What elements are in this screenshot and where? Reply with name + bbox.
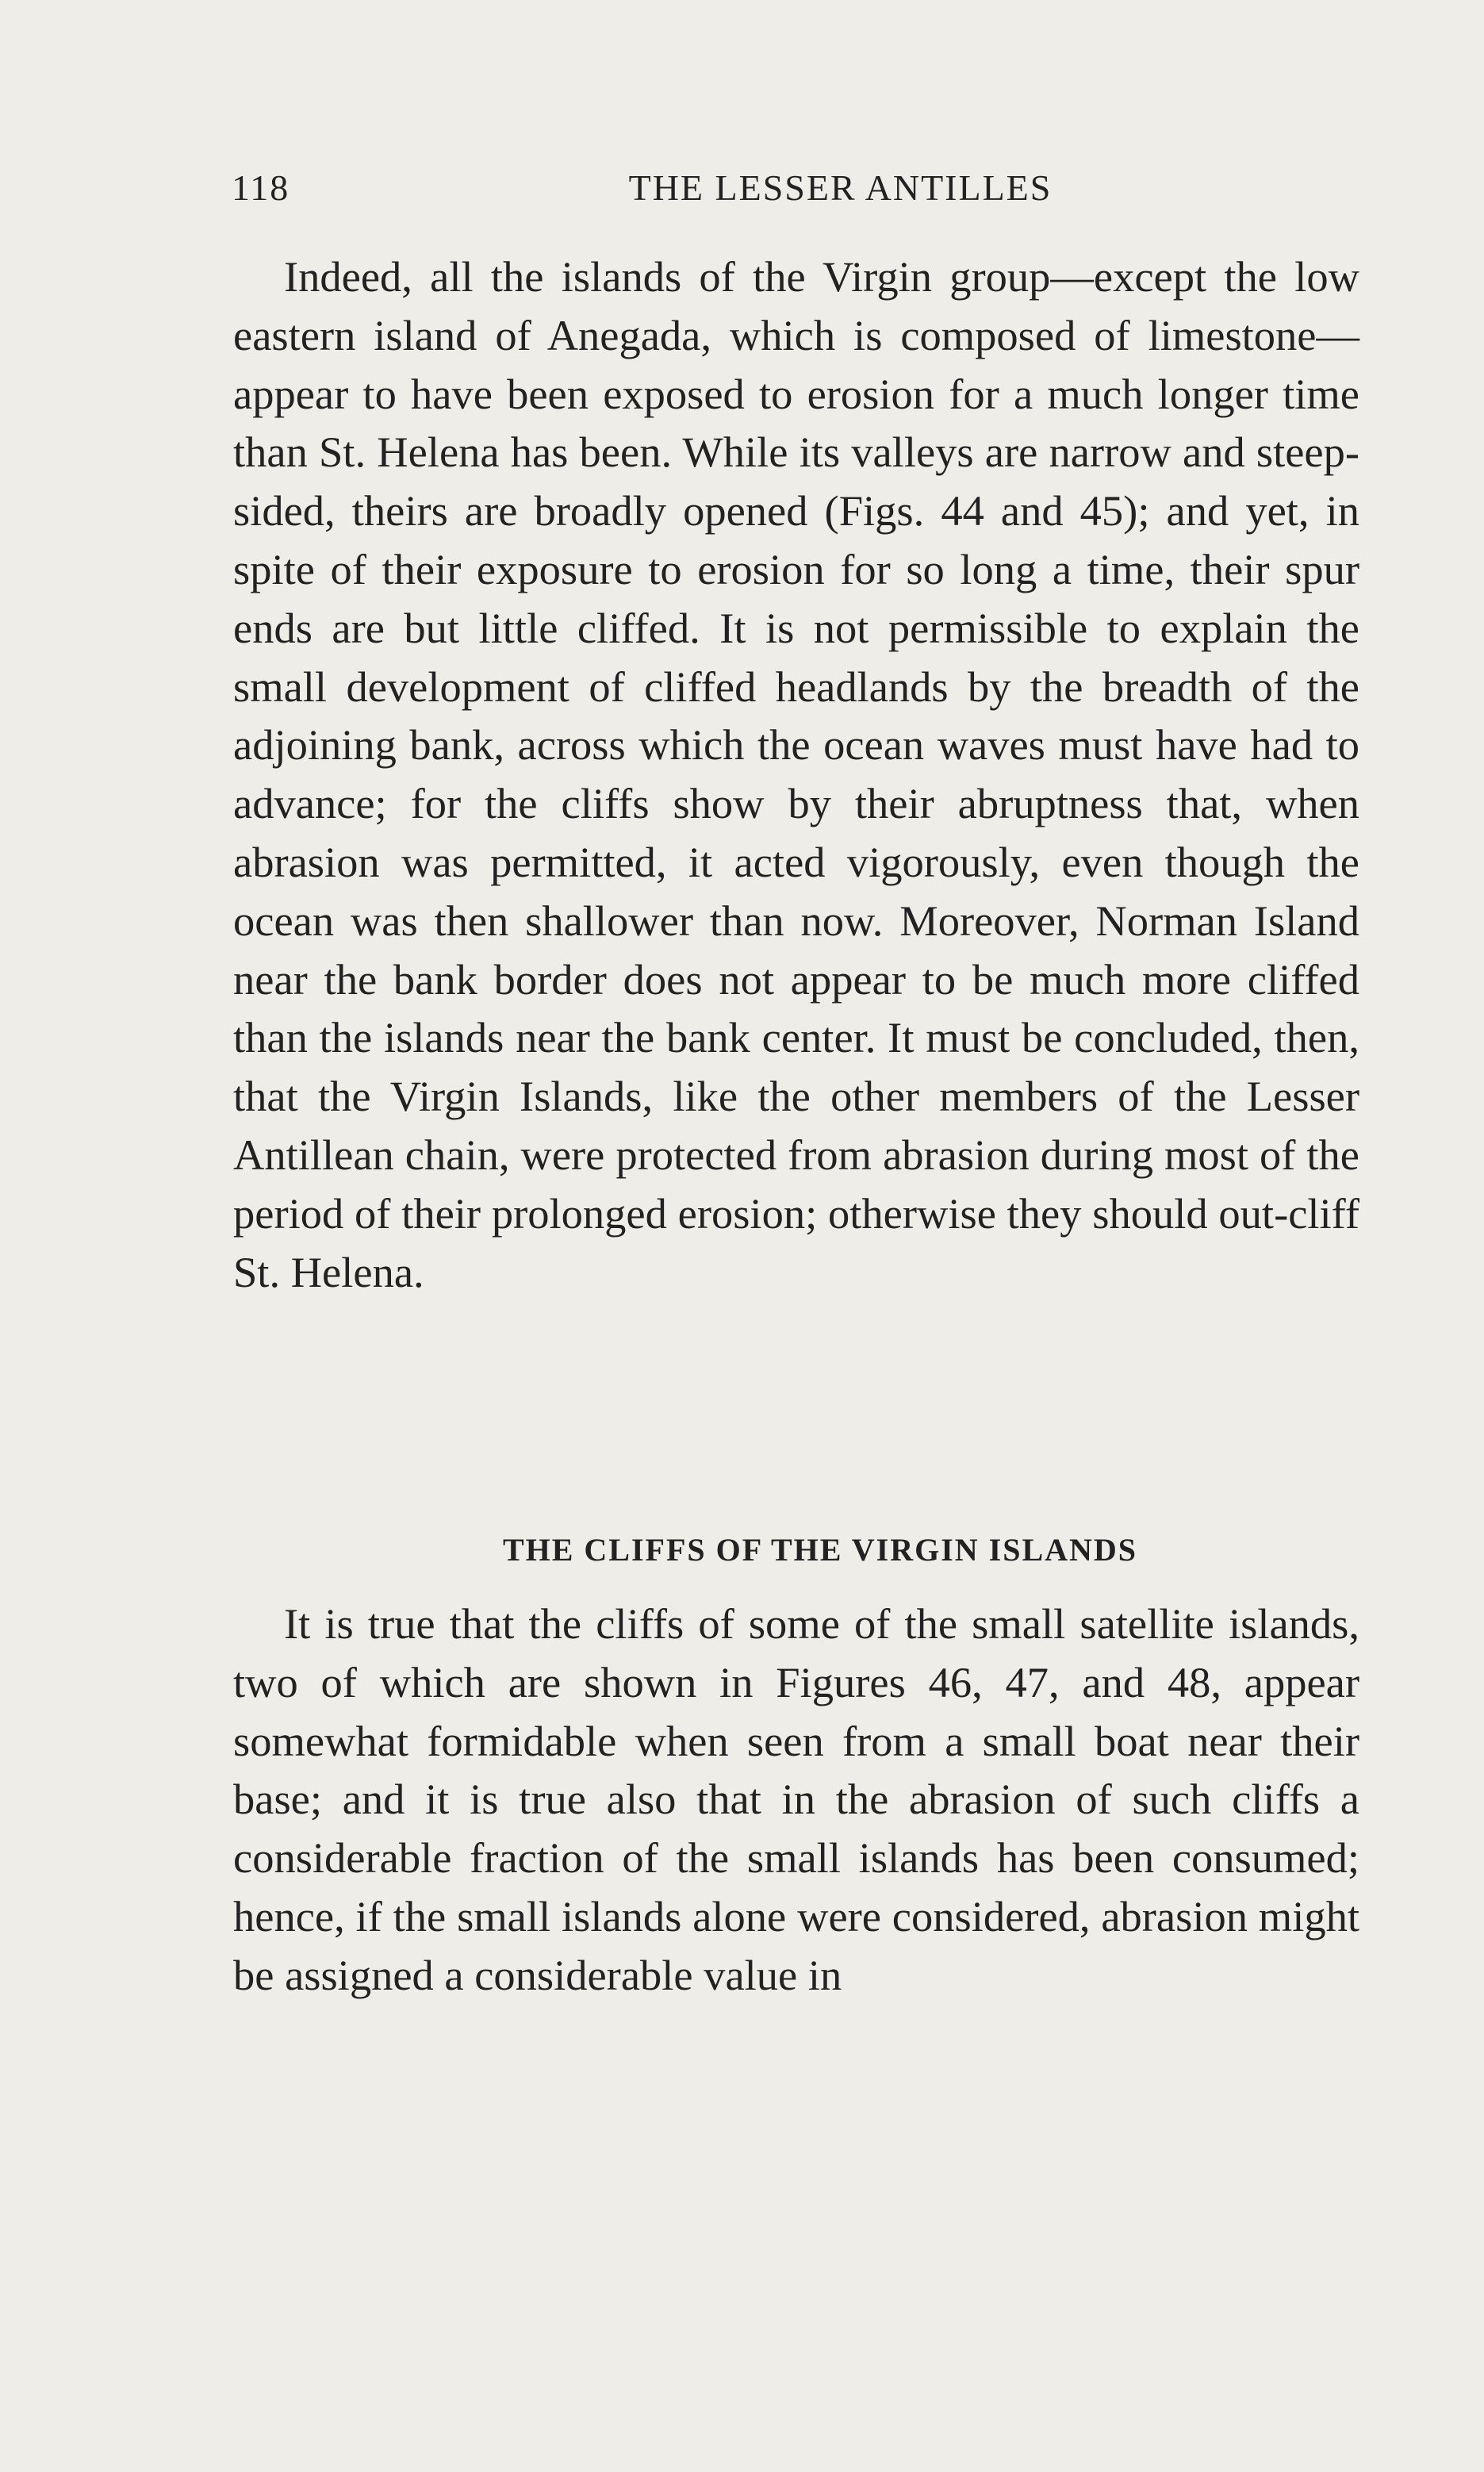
paragraph-virgin-group-erosion: Indeed, all the islands of the Virgin group—except the low eastern island of Anegada, which is composed of limestone—appear to have been exposed to erosion for a much longer time than St. Helena has been. While its valleys are narrow and steep-sided, theirs are broadly opened (Figs. 44 and 45); and yet, in spite of their exposure to erosion for so long a time, their spur ends are but little cliffed. It is not permissible to explain the small development of cliffed headlands by the breadth of the adjoining bank, across which the ocean waves must have had to advance; for the cliffs show by their abruptness that, when abrasion was permitted, it acted vigorously, even though the ocean was then shallower than now. Moreover, Norman Island near the bank border does not appear to be much more cliffed than the islands near the bank center. It must be concluded, then, that the Virgin Islands, like the other members of the Lesser Antillean chain, were protected from abrasion during most of the period of their prolonged erosion; otherwise they should out-cliff St. Helena. [233, 252, 1359, 1296]
page-number: 118 [232, 167, 290, 208]
paragraph-cliffs-satellite-islands: It is true that the cliffs of some of the small satellite islands, two of which are shown in Figures 46, 47, and 48, appear somewhat formidable when seen from a small boat near their base; and it is true also that in the abrasion of such cliffs a considerable fraction of the small islands has been consumed; hence, if the small islands alone were considered, abrasion might be assigned a considerable value in [233, 1599, 1359, 1999]
section-heading: THE CLIFFS OF THE VIRGIN ISLANDS [502, 1532, 1138, 1568]
running-title: THE LESSER ANTILLES [628, 167, 1053, 208]
running-head [232, 167, 1362, 222]
